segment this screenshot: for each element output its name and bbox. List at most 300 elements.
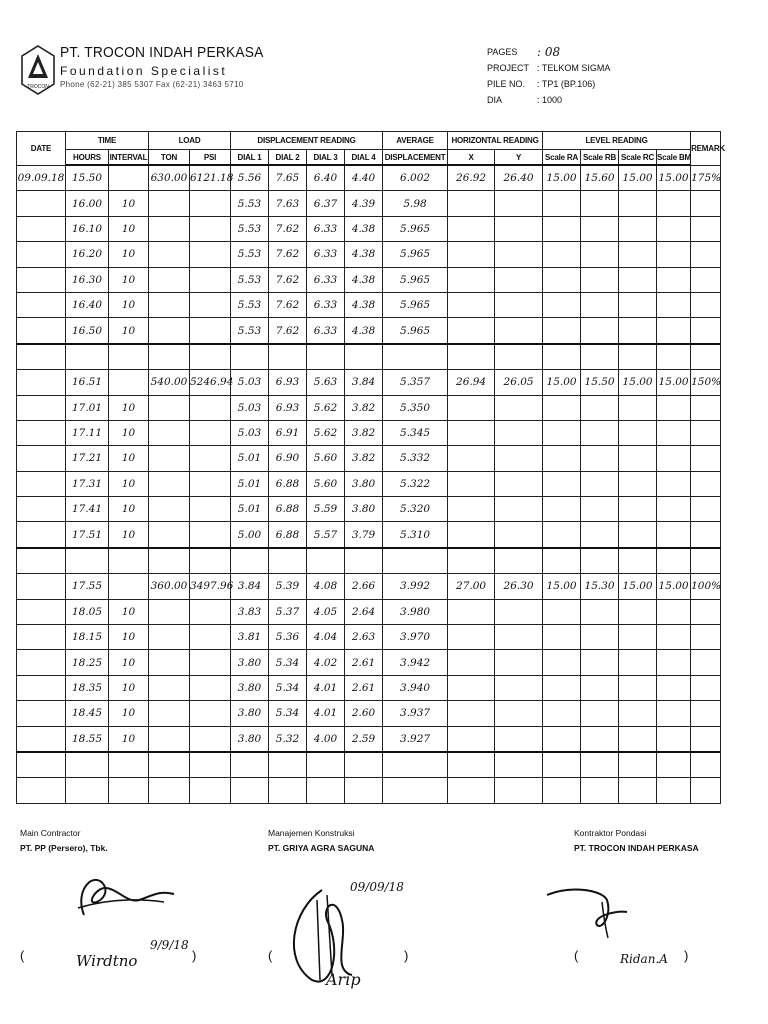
- cell-horizontal-y: [495, 191, 543, 216]
- cell-scale-rb: [581, 446, 619, 471]
- cell-dial-2: 5.34: [269, 675, 307, 700]
- cell-interval: 10: [109, 675, 149, 700]
- header-level-reading: LEVEL READING: [543, 132, 691, 150]
- cell-dial-3: 4.05: [307, 599, 345, 624]
- cell-scale-ra: [543, 344, 581, 370]
- cell-dial-4: 3.80: [345, 497, 383, 522]
- cell-dial-3: 5.63: [307, 370, 345, 395]
- cell-remark: [691, 446, 721, 471]
- cell-dial-1: 5.53: [231, 267, 269, 292]
- header-scale-ra: Scale RA: [543, 150, 581, 166]
- cell-scale-rb: [581, 497, 619, 522]
- cell-date: [17, 344, 66, 370]
- cell-load-ton: [149, 675, 190, 700]
- cell-dial-1: 5.53: [231, 318, 269, 344]
- cell-dial-1: 5.01: [231, 471, 269, 496]
- meta-key: PILE NO.: [487, 79, 526, 89]
- cell-remark: [691, 752, 721, 778]
- table-row: [17, 650, 721, 675]
- cell-hours: 16.20: [66, 242, 109, 267]
- header-scale-bm: Scale BM: [657, 150, 691, 166]
- cell-load-psi: [190, 726, 231, 752]
- foundation-signature: [542, 880, 652, 940]
- cell-interval: 10: [109, 650, 149, 675]
- cell-scale-bm: 15.00: [657, 370, 691, 395]
- cell-scale-ra: [543, 446, 581, 471]
- cell-dial-2: 6.88: [269, 522, 307, 548]
- cell-scale-rc: [619, 395, 657, 420]
- cell-scale-rc: [619, 599, 657, 624]
- cell-scale-rb: [581, 420, 619, 445]
- cell-hours: 17.11: [66, 420, 109, 445]
- cell-load-ton: [149, 599, 190, 624]
- meta-dia: [487, 92, 610, 108]
- cell-horizontal-y: [495, 650, 543, 675]
- cell-remark: [691, 497, 721, 522]
- close-paren: ): [684, 948, 689, 963]
- cell-horizontal-x: [448, 675, 495, 700]
- cell-hours: [66, 778, 109, 803]
- cell-dial-4: 2.60: [345, 701, 383, 726]
- cell-load-psi: [190, 471, 231, 496]
- cell-dial-1: [231, 344, 269, 370]
- cell-load-ton: [149, 191, 190, 216]
- cell-avg-displacement: 5.322: [383, 471, 448, 496]
- cell-interval: [109, 778, 149, 803]
- cell-dial-2: [269, 752, 307, 778]
- cell-horizontal-y: 26.05: [495, 370, 543, 395]
- cell-avg-displacement: 3.980: [383, 599, 448, 624]
- cell-dial-3: 4.01: [307, 701, 345, 726]
- cell-scale-bm: [657, 446, 691, 471]
- cell-date: [17, 522, 66, 548]
- cell-dial-2: 5.34: [269, 701, 307, 726]
- cell-load-psi: [190, 778, 231, 803]
- cell-dial-4: [345, 344, 383, 370]
- cell-horizontal-x: [448, 318, 495, 344]
- cell-dial-3: 6.33: [307, 242, 345, 267]
- cell-scale-rc: [619, 292, 657, 317]
- cell-load-psi: [190, 191, 231, 216]
- cell-avg-displacement: [383, 778, 448, 803]
- cell-horizontal-x: [448, 701, 495, 726]
- cell-dial-4: 3.84: [345, 370, 383, 395]
- cell-scale-rb: 15.50: [581, 370, 619, 395]
- cell-interval: 10: [109, 522, 149, 548]
- cell-load-psi: [190, 395, 231, 420]
- cell-hours: [66, 344, 109, 370]
- cell-hours: [66, 548, 109, 574]
- cell-scale-ra: [543, 395, 581, 420]
- cell-remark: [691, 420, 721, 445]
- cell-scale-bm: 15.00: [657, 574, 691, 599]
- cell-load-ton: [149, 292, 190, 317]
- cell-dial-4: 2.66: [345, 574, 383, 599]
- table-row: [17, 471, 721, 496]
- cell-load-ton: 540.00: [149, 370, 190, 395]
- cell-load-psi: [190, 752, 231, 778]
- cell-scale-bm: [657, 497, 691, 522]
- cell-load-psi: [190, 242, 231, 267]
- table-row: [17, 599, 721, 624]
- cell-interval: [109, 370, 149, 395]
- cell-dial-3: [307, 548, 345, 574]
- cell-dial-4: 4.40: [345, 165, 383, 191]
- cell-horizontal-y: [495, 675, 543, 700]
- cell-horizontal-x: [448, 650, 495, 675]
- cell-load-ton: [149, 701, 190, 726]
- cell-scale-ra: [543, 267, 581, 292]
- cell-scale-ra: [543, 778, 581, 803]
- cell-scale-rb: [581, 522, 619, 548]
- table-row: [17, 752, 721, 778]
- cell-dial-1: 5.56: [231, 165, 269, 191]
- cell-dial-4: 3.79: [345, 522, 383, 548]
- table-row: [17, 420, 721, 445]
- cell-dial-3: 5.62: [307, 395, 345, 420]
- meta-value: : 1000: [537, 95, 563, 105]
- cell-dial-4: 2.64: [345, 599, 383, 624]
- cell-interval: 10: [109, 395, 149, 420]
- header-dial-1: DIAL 1: [231, 150, 269, 166]
- cell-horizontal-y: [495, 267, 543, 292]
- cell-avg-displacement: [383, 344, 448, 370]
- cell-scale-ra: [543, 701, 581, 726]
- header-scale-rc: Scale RC: [619, 150, 657, 166]
- cell-horizontal-y: [495, 471, 543, 496]
- cell-dial-2: 7.62: [269, 292, 307, 317]
- cell-dial-3: 5.59: [307, 497, 345, 522]
- meta-key: PROJECT: [487, 63, 530, 73]
- cell-horizontal-x: [448, 267, 495, 292]
- cell-interval: 10: [109, 420, 149, 445]
- cell-dial-4: 2.59: [345, 726, 383, 752]
- cell-dial-3: 4.02: [307, 650, 345, 675]
- cell-horizontal-x: [448, 497, 495, 522]
- cell-horizontal-x: [448, 778, 495, 803]
- cell-interval: 10: [109, 267, 149, 292]
- meta-pile-no: [487, 76, 610, 92]
- cell-scale-rc: [619, 318, 657, 344]
- table-body: [17, 165, 721, 803]
- cell-horizontal-x: [448, 726, 495, 752]
- cell-scale-ra: [543, 599, 581, 624]
- cell-load-ton: [149, 267, 190, 292]
- table-row: [17, 191, 721, 216]
- cell-dial-2: 5.36: [269, 625, 307, 650]
- cell-interval: 10: [109, 292, 149, 317]
- cell-scale-ra: [543, 242, 581, 267]
- cell-scale-bm: [657, 599, 691, 624]
- foundation-contractor-block: [574, 828, 699, 853]
- cell-dial-1: 3.80: [231, 726, 269, 752]
- cell-remark: [691, 216, 721, 241]
- header-ton: TON: [149, 150, 190, 166]
- header-scale-rb: Scale RB: [581, 150, 619, 166]
- cell-dial-2: 7.62: [269, 318, 307, 344]
- cell-interval: 10: [109, 726, 149, 752]
- cell-hours: 18.25: [66, 650, 109, 675]
- table-row: [17, 395, 721, 420]
- cell-dial-1: 3.80: [231, 701, 269, 726]
- cell-interval: 10: [109, 191, 149, 216]
- cell-remark: [691, 650, 721, 675]
- cell-hours: 16.10: [66, 216, 109, 241]
- table-row: [17, 726, 721, 752]
- cell-load-psi: [190, 675, 231, 700]
- main-contractor-block: [20, 828, 108, 853]
- cell-remark: [691, 701, 721, 726]
- header-psi: PSI: [190, 150, 231, 166]
- cell-horizontal-y: [495, 726, 543, 752]
- cell-avg-displacement: 5.310: [383, 522, 448, 548]
- cell-hours: 16.40: [66, 292, 109, 317]
- cell-scale-rc: [619, 446, 657, 471]
- cell-scale-rb: [581, 395, 619, 420]
- cell-remark: [691, 675, 721, 700]
- header-y: Y: [495, 150, 543, 166]
- header-hours: HOURS: [66, 150, 109, 166]
- cell-dial-3: 5.57: [307, 522, 345, 548]
- cell-scale-bm: [657, 318, 691, 344]
- cell-avg-displacement: 3.937: [383, 701, 448, 726]
- cell-scale-rc: [619, 752, 657, 778]
- cell-avg-displacement: 5.320: [383, 497, 448, 522]
- table-row: [17, 522, 721, 548]
- open-paren: (: [574, 948, 579, 963]
- cell-horizontal-x: [448, 548, 495, 574]
- cell-load-psi: [190, 701, 231, 726]
- cell-dial-3: [307, 344, 345, 370]
- cell-scale-rc: 15.00: [619, 370, 657, 395]
- cell-scale-ra: [543, 752, 581, 778]
- cell-dial-1: 3.80: [231, 675, 269, 700]
- cell-scale-rb: [581, 701, 619, 726]
- cell-scale-ra: [543, 548, 581, 574]
- cell-scale-bm: [657, 395, 691, 420]
- cell-dial-4: 3.80: [345, 471, 383, 496]
- table-row: [17, 318, 721, 344]
- cell-horizontal-x: [448, 292, 495, 317]
- cell-horizontal-x: [448, 446, 495, 471]
- cell-interval: [109, 548, 149, 574]
- cell-hours: 17.41: [66, 497, 109, 522]
- cell-remark: 100%: [691, 574, 721, 599]
- cell-dial-4: 2.61: [345, 675, 383, 700]
- party-role: Manajemen Konstruksi: [268, 828, 355, 838]
- cell-dial-1: 3.84: [231, 574, 269, 599]
- header-x: X: [448, 150, 495, 166]
- cell-scale-bm: [657, 752, 691, 778]
- load-test-table: [16, 131, 725, 804]
- cell-scale-bm: [657, 778, 691, 803]
- cell-scale-rc: [619, 344, 657, 370]
- cell-dial-2: 7.62: [269, 242, 307, 267]
- cell-load-ton: [149, 752, 190, 778]
- cell-remark: [691, 471, 721, 496]
- cell-dial-2: [269, 344, 307, 370]
- table-row: [17, 778, 721, 803]
- meta-value: : TELKOM SIGMA: [537, 63, 611, 73]
- cell-scale-rc: [619, 471, 657, 496]
- cell-scale-ra: [543, 497, 581, 522]
- cell-hours: 18.05: [66, 599, 109, 624]
- cell-dial-3: 6.33: [307, 216, 345, 241]
- cell-scale-rc: 15.00: [619, 165, 657, 191]
- cell-date: [17, 395, 66, 420]
- header-horizontal-reading: HORIZONTAL READING: [448, 132, 543, 150]
- cell-dial-4: [345, 778, 383, 803]
- cell-dial-1: 5.03: [231, 370, 269, 395]
- cell-dial-1: 3.81: [231, 625, 269, 650]
- cell-dial-1: 5.03: [231, 420, 269, 445]
- cell-scale-bm: [657, 471, 691, 496]
- cell-date: [17, 216, 66, 241]
- cell-date: [17, 191, 66, 216]
- cell-scale-bm: [657, 344, 691, 370]
- management-block: [268, 828, 374, 853]
- cell-interval: 10: [109, 701, 149, 726]
- cell-avg-displacement: 5.345: [383, 420, 448, 445]
- party-org: PT. TROCON INDAH PERKASA: [574, 843, 699, 853]
- cell-scale-rb: [581, 216, 619, 241]
- meta-key: PAGES: [487, 47, 518, 57]
- cell-load-psi: [190, 420, 231, 445]
- cell-dial-4: 4.39: [345, 191, 383, 216]
- cell-avg-displacement: 5.965: [383, 242, 448, 267]
- cell-dial-1: [231, 752, 269, 778]
- table-row: [17, 344, 721, 370]
- cell-dial-1: 5.01: [231, 446, 269, 471]
- table-row: [17, 675, 721, 700]
- cell-hours: 16.00: [66, 191, 109, 216]
- cell-scale-rc: [619, 778, 657, 803]
- cell-scale-bm: [657, 191, 691, 216]
- meta-value: : 08: [537, 45, 561, 59]
- cell-dial-1: 5.53: [231, 292, 269, 317]
- cell-horizontal-y: [495, 318, 543, 344]
- cell-date: [17, 675, 66, 700]
- cell-dial-1: 5.53: [231, 216, 269, 241]
- cell-interval: [109, 165, 149, 191]
- cell-horizontal-x: [448, 216, 495, 241]
- cell-load-ton: [149, 497, 190, 522]
- cell-avg-displacement: 3.970: [383, 625, 448, 650]
- cell-scale-ra: 15.00: [543, 574, 581, 599]
- cell-dial-3: 5.60: [307, 471, 345, 496]
- cell-load-ton: 630.00: [149, 165, 190, 191]
- header-load: LOAD: [149, 132, 231, 150]
- cell-dial-2: [269, 548, 307, 574]
- cell-dial-4: 2.63: [345, 625, 383, 650]
- cell-dial-4: 4.38: [345, 242, 383, 267]
- cell-interval: 10: [109, 446, 149, 471]
- meta-project: [487, 60, 610, 76]
- cell-hours: 16.51: [66, 370, 109, 395]
- cell-horizontal-x: [448, 522, 495, 548]
- cell-interval: 10: [109, 318, 149, 344]
- cell-scale-bm: [657, 548, 691, 574]
- cell-avg-displacement: 5.350: [383, 395, 448, 420]
- cell-remark: [691, 726, 721, 752]
- party-role: Kontraktor Pondasi: [574, 828, 647, 838]
- cell-avg-displacement: 5.965: [383, 267, 448, 292]
- cell-interval: 10: [109, 216, 149, 241]
- cell-scale-bm: [657, 726, 691, 752]
- management-date: 09/09/18: [350, 880, 404, 894]
- document-meta: [487, 44, 610, 108]
- cell-horizontal-y: [495, 778, 543, 803]
- cell-date: [17, 548, 66, 574]
- cell-load-psi: 6121.18: [190, 165, 231, 191]
- cell-interval: [109, 752, 149, 778]
- cell-dial-2: 6.88: [269, 471, 307, 496]
- cell-dial-2: 6.88: [269, 497, 307, 522]
- cell-dial-3: 6.37: [307, 191, 345, 216]
- cell-horizontal-x: [448, 395, 495, 420]
- cell-remark: [691, 191, 721, 216]
- cell-scale-ra: [543, 420, 581, 445]
- cell-load-ton: 360.00: [149, 574, 190, 599]
- cell-avg-displacement: 3.927: [383, 726, 448, 752]
- cell-scale-rc: [619, 242, 657, 267]
- header-dial-3: DIAL 3: [307, 150, 345, 166]
- cell-scale-rb: [581, 292, 619, 317]
- table-row: [17, 242, 721, 267]
- cell-load-psi: [190, 599, 231, 624]
- cell-dial-4: 4.38: [345, 318, 383, 344]
- cell-dial-3: 5.60: [307, 446, 345, 471]
- cell-scale-ra: [543, 318, 581, 344]
- cell-remark: [691, 625, 721, 650]
- cell-dial-3: 6.33: [307, 318, 345, 344]
- cell-interval: 10: [109, 471, 149, 496]
- cell-hours: 18.35: [66, 675, 109, 700]
- cell-interval: 10: [109, 497, 149, 522]
- cell-scale-rb: [581, 752, 619, 778]
- cell-scale-bm: 15.00: [657, 165, 691, 191]
- cell-remark: 150%: [691, 370, 721, 395]
- cell-load-ton: [149, 318, 190, 344]
- cell-scale-ra: [543, 675, 581, 700]
- cell-horizontal-y: [495, 599, 543, 624]
- cell-date: [17, 701, 66, 726]
- cell-hours: 18.15: [66, 625, 109, 650]
- cell-hours: 16.30: [66, 267, 109, 292]
- cell-dial-4: 3.82: [345, 395, 383, 420]
- table-row: [17, 292, 721, 317]
- cell-dial-3: 6.33: [307, 292, 345, 317]
- cell-hours: 17.55: [66, 574, 109, 599]
- open-paren: (: [268, 948, 273, 963]
- cell-load-ton: [149, 344, 190, 370]
- cell-remark: [691, 599, 721, 624]
- cell-scale-ra: [543, 726, 581, 752]
- cell-dial-3: 6.33: [307, 267, 345, 292]
- cell-scale-rb: [581, 625, 619, 650]
- cell-horizontal-x: [448, 420, 495, 445]
- cell-hours: 17.51: [66, 522, 109, 548]
- cell-dial-3: 5.62: [307, 420, 345, 445]
- cell-scale-rb: [581, 191, 619, 216]
- cell-load-psi: [190, 548, 231, 574]
- cell-date: [17, 625, 66, 650]
- cell-load-ton: [149, 650, 190, 675]
- cell-dial-2: [269, 778, 307, 803]
- cell-interval: [109, 574, 149, 599]
- cell-scale-bm: [657, 292, 691, 317]
- header-displacement-reading: DISPLACEMENT READING: [231, 132, 383, 150]
